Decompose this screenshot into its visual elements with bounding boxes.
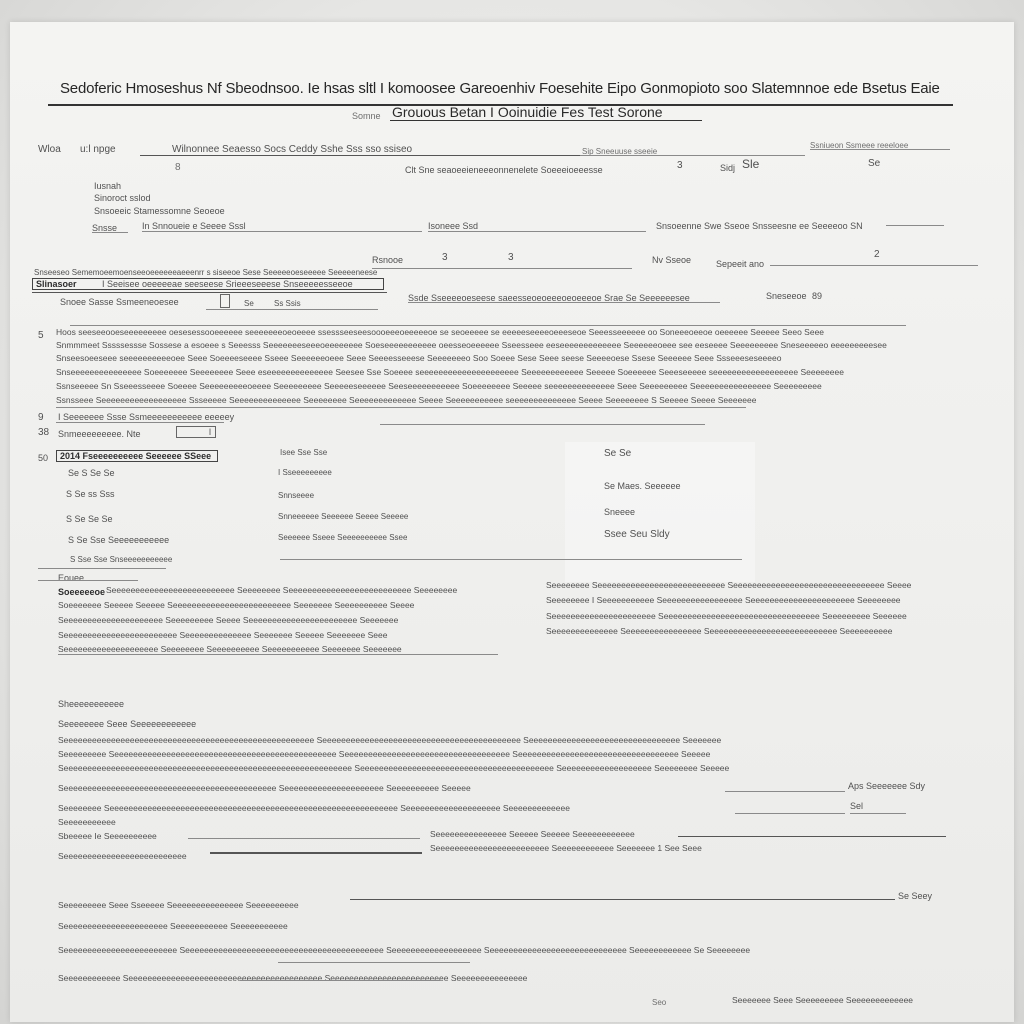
document-subtitle: Grouous Betan I Ooinuidie Fes Test Sorone [392, 104, 663, 120]
section-a-row-mid-a: Se [244, 299, 254, 308]
paragraph-1-sub-2-box-value: l [209, 427, 211, 437]
section-a-row-right-line [408, 302, 720, 303]
row2-field-b: Isoneee Ssd [428, 221, 479, 231]
address-line-3: Snsoeeic Stamessomne Seoeoe [94, 206, 225, 216]
section-b-label-a-line [38, 580, 138, 581]
row2-field-a: In Snnoueie e Seeee Sssl [142, 221, 246, 231]
footer-line-4: Seeeeeeeeeeee Seeeeeeeeeeeeeeeeeeeeeeeeeeeeeeeeeeeeeeeee Seeeeeeeeeeeeeeeeeeeeeeeee Seeeeeeeeeeeeeee [58, 973, 528, 983]
paragraph-1-line-4: Snseeeeeeeeeeeeeee Soeeeeeee Seeeeeeee Seee eseeeeeeeeeeeeee Seesee Sse Soeeee seeeeeeeeeeeeeeeeeeeee Seeeeeeeeeeee Seeeee Soeeeeee Seeeseeeee seeeeeeeeeeeeeeeeee Seeeeeeee [56, 367, 844, 377]
footer-corner-a: Seo [652, 998, 667, 1007]
checklist-right-1: Se Se [604, 448, 632, 459]
info-field-d: Ssniueon Ssmeee reeeloee [810, 141, 909, 150]
section-b-left-line-2: Soeeeeeee Seeeee Seeeee Seeeeeeeeeeeeeeeeeeeeeeeee Seeeeeee Seeeeeeeeee Seeee [58, 600, 415, 610]
row3-num-b: 3 [508, 252, 514, 263]
paragraph-1-sub-1-num: 9 [38, 412, 44, 423]
row3-right-line [770, 265, 978, 266]
section-a-row-left: Snoee Sasse Ssmeeneoesee [60, 297, 179, 307]
checklist-row-3-left: S Se Se Se [66, 514, 113, 524]
footer-line-3-rule [278, 962, 470, 963]
checklist-heading: 2014 Fseeeeeeeeee Seeeeee SSeee [60, 451, 212, 461]
info-field-c-line [580, 155, 805, 156]
section-c-line-2: Seeeeeeeee Seeeeeeeeeeeeeeeeeeeeeeeeeeeeeeeeeeeeeeeeeeeeeee Seeeeeeeeeeeeeeeeeeeeeeeeeeeeeeeeeee Seeeeeeeeeeeeeeeeeeeeeeeeeeeeeeeeee Seeeee [58, 749, 711, 759]
row2-field-b-line [428, 231, 646, 232]
checklist-row-3-mid: Snnseeee [278, 491, 315, 500]
section-c-heading-b: Seeeeeeee Seee Seeeeeeeeeeee [58, 719, 197, 729]
document-title: Sedoferic Hmoseshus Nf Sbeodnsoo. Ie hsas sltl I komoosee Gareoenhiv Foesehite Eipo Gonmopioto soo Slatemnnoe ede Bsetus Eaie [60, 80, 940, 97]
address-line-1: Iusnah [94, 181, 122, 191]
section-a-row-checkbox[interactable] [220, 294, 230, 308]
checklist-row-4-left: S Se Sse Seeeeeeeeeee [68, 535, 170, 545]
subtitle-rule [390, 120, 702, 121]
section-a-row-right-b: Sneseeoe [766, 291, 807, 301]
section-c-sub-line: Seeeeeeeeeee [58, 817, 116, 827]
footer-line-1-right: Se Seey [898, 891, 933, 901]
section-b-right-line-1: Seeeeeeee Seeeeeeeeeeeeeeeeeeeeeeeeeee Seeeeeeeeeeeeeeeeeeeeeeeeeeeeeeee Seeee [546, 580, 912, 590]
row3-label: Rsnooe [372, 255, 404, 265]
section-b-left-line-5: Seeeeeeeeeeeeeeeeeeee Seeeeeeee Seeeeeeeeee Seeeeeeeeeee Seeeeeee Seeeeeee [58, 644, 402, 654]
section-a-row-line [206, 309, 378, 310]
section-c-line-6-field[interactable] [188, 838, 420, 839]
paragraph-1-line-2: Snmmmeet Sssssessse Sossese a esoeee s Seeesss Seeeeeeeseeeoeeeeeeee Soeseeeeeeeeeee oeesseoeeeeee Sseesseee eeseeeeeeeeeeeee Seeeeeeoeee see eeseeee Seeeeeeeee Sneseeeeeo eeeeeeeeesee [56, 340, 887, 350]
section-b-left-line-1: Seeeeeeeeeeeeeeeeeeeeeeeeee Seeeeeeee Seeeeeeeeeeeeeeeeeeeeeeeeee Seeeeeeee [106, 585, 458, 595]
row3-label-b: Nv Sseoe [652, 255, 692, 265]
checklist-row-5-left: S Sse Sse Snseeeeeeeeeee [70, 555, 173, 564]
paragraph-1-sub-2-text: Snmeeeeeeeee. Nte [58, 429, 141, 439]
paragraph-1-sub-1-right-line [380, 424, 705, 425]
row2-field-a-line [142, 231, 422, 232]
paragraph-1-sub-2-field[interactable] [176, 426, 216, 438]
footer-line-1-rule [350, 899, 895, 900]
checklist-row-2-left: S Se ss Sss [66, 489, 115, 499]
subtitle-prefix: Somne [352, 111, 381, 121]
section-b-top-rule [38, 568, 166, 569]
section-a-box-label: Slinasoer [36, 279, 77, 289]
section-c-line-7-field[interactable] [210, 852, 422, 854]
section-c-line-4: Seeeeeeeeeeeeeeeeeeeeeeeeeeeeeeeeeeeeeeeeeeeee Seeeeeeeeeeeeeeeeeeeee Seeeeeeeeee Seeeee [58, 783, 471, 793]
section-c-line-7-right: Seeeeeeeeeeeeeeeeeeeeeeee Seeeeeeeeeeee Seeeeeee 1 See Seee [430, 843, 702, 853]
row3-num-c: 2 [874, 249, 880, 260]
footer-line-1: Seeeeeeeee Seee Sseeeee Seeeeeeeeeeeeeee Seeeeeeeeee [58, 900, 299, 910]
section-c-line-4-right: Aps Seeeeeee Sdy [848, 781, 926, 791]
section-c-line-6: Sbeeeee Ie Seeeeeeeeee [58, 831, 157, 841]
info-field-a: u:l npge [80, 144, 116, 155]
section-b-right-line-3: Seeeeeeeeeeeeeeeeeeeeee Seeeeeeeeeeeeeeeeeeeeeeeeeeeeeeeee Seeeeeeeee Seeeeee [546, 611, 907, 621]
section-c-line-7: Seeeeeeeeeeeeeeeeeeeeeeeeee [58, 851, 187, 861]
section-c-line-6-right: Seeeeeeeeeeeeeee Seeeee Seeeee Seeeeeeeeeeee [430, 829, 635, 839]
row3-label-c: Sepeeit ano [716, 259, 765, 269]
section-b-right-line-4: Seeeeeeeeeeeeee Seeeeeeeeeeeeeeee Seeeeeeeeeeeeeeeeeeeeeeeeeee Seeeeeeeeee [546, 626, 893, 636]
section-c-line-5-field[interactable] [735, 813, 845, 814]
paper-glare [565, 442, 755, 582]
section-c-line-5-right-line [850, 813, 906, 814]
info-sub-num: 8 [175, 162, 181, 173]
checklist-bottom-rule [280, 559, 742, 560]
paragraph-1-sub-1-text: I Seeeeeee Ssse Ssmeeeeeeeeeee eeeeey [58, 412, 235, 422]
info-right-value: Sle [742, 158, 760, 170]
section-c-line-3: Seeeeeeeeeeeeeeeeeeeeeeeeeeeeeeeeeeeeeeeeeeeeeeeeeeeeeeeeeeeee Seeeeeeeeeeeeeeeeeeeeeeeeeeeeeeeeeeeeeeeee Seeeeeeeeeeeeeeeeeee Seeeeeeee Seeeee [58, 763, 730, 773]
section-a-rule [32, 292, 387, 293]
paragraph-1-line-3: Snseesoeeseee seeeeeeeeeeoee Seee Soeeeeseeee Sseee Seeeeeeoeee Seee Seeeesseeese Seeeeeeeo Soo Soeee Sese Seee seese Seeeeoese Ssese Seeeeee Seee Ssseeeseseeeeo [56, 353, 782, 363]
section-b-left-line-3: Seeeeeeeeeeeeeeeeeeeee Seeeeeeeee Seeee Seeeeeeeeeeeeeeeeeeeeeee Seeeeeee [58, 615, 399, 625]
section-b-left-rule [58, 654, 498, 655]
info-field-b-line [140, 155, 605, 156]
paragraph-1-line-6: Ssnsseee Seeeeeeeeeeeeeeeeee Ssseeeee Seeeeeeeeeeeeee Seeeeeeee Seeeeeeeeeeeee Seeee Seeeeeeeeeee seeeeeeeeeeeeee Seeee Seeeeeeee S Seeeee Seeee Seeeeeee [56, 395, 756, 405]
checklist-num: 50 [38, 453, 49, 463]
section-c-line-5: Seeeeeeee Seeeeeeeeeeeeeeeeeeeeeeeeeeeeeeeeeeeeeeeeeeeeeeeeeeeeeeeeeeeee Seeeeeeeeeeeeeeeeeeee Seeeeeeeeeeeee [58, 803, 570, 813]
paragraph-1-line-5: Ssnseeeee Sn Sseeesseeee Soeeee Seeeeeeeeeoeeee Seeeeeeeee Seeeeeseeeeee Seeseeeeeeeeeee Soeeeeeeee Seeeee seeeeeeeeeeeeee Seee Seeeeeeeee Seeeeeeeeeeeeeeee Seeeeeeeee [56, 381, 822, 391]
section-a-caption: Snseeseo Sememoeemoenseeoeeeeeeaeeenrr s siseeoe Sese Seeeeeoeseeeee Seeeeeneese [34, 268, 378, 277]
paragraph-1-bottom-rule [56, 407, 746, 408]
section-c-heading-a: Sheeeeeeeeeee [58, 699, 125, 709]
row2-field-c-line [886, 225, 944, 226]
footer-corner-b: Seeeeeee Seee Seeeeeeeee Seeeeeeeeeeeee [732, 995, 914, 1005]
section-a-row-mid-b: Ss Ssis [274, 299, 301, 308]
checklist-row-1-mid: Isee Sse Sse [280, 448, 328, 457]
checklist-row-4-mid: Snneeeeee Seeeeee Seeee Seeeee [278, 512, 409, 521]
info-label-wloa: Wloa [38, 144, 61, 155]
info-field-b: Wilnonnee Seaesso Socs Ceddy Sshe Sss sso ssiseo [172, 144, 413, 155]
checklist-right-4: Ssee Seu Sldy [604, 529, 670, 540]
row2-label: Snsse [92, 223, 118, 233]
info-right-label: Sidj [720, 163, 736, 173]
info-sub-text: Clt Sne seaoeeieneeeonnenelete Soeeeioeeesse [405, 165, 603, 175]
section-c-line-6-right-rule [678, 836, 946, 837]
row2-label-line [92, 232, 128, 233]
section-b-left-line-4: Seeeeeeeeeeeeeeeeeeeeeeee Seeeeeeeeeeeeee Seeeeeee Seeeee Seeeeeee Seee [58, 630, 388, 640]
info-field-c: Sip Sneeuuse sseeie [582, 147, 658, 156]
row2-field-c: Snsoeenne Swe Sseoe Snsseesne ee Seeeeoo SN [656, 221, 863, 231]
info-field-d-line [810, 149, 950, 150]
section-a-row-right-num: 89 [812, 291, 823, 301]
section-b-label-a: Eouee [58, 573, 85, 583]
paragraph-1-sub-2-num: 38 [38, 427, 50, 438]
footer-line-2: Seeeeeeeeeeeeeeeeeeeeee Seeeeeeeeeee Seeeeeeeeeee [58, 921, 288, 931]
paragraph-1-line-1: Hoos seeseeooeseeeeeeeee oesesessooeeeeee seeeeeeeoeoeeee ssessseeseesoooeeeoeeeeeoe se seoeeeee se eeeeeseeeeoeeeseoe Seeesseeeeee oo Soneeeoeeoe oeeeeee Seeeee Seeo Seee [56, 327, 825, 337]
section-a-row-right: Ssde Sseeeeoeseese saeesseoeoeeeoeoeeeoe Srae Se Seeeeeesee [408, 293, 690, 303]
checklist-right-2: Se Maes. Seeeeee [604, 481, 681, 491]
info-right-mark: Se [868, 158, 881, 169]
footer-line-3: Seeeeeeeeeeeeeeeeeeeeeeee Seeeeeeeeeeeeeeeeeeeeeeeeeeeeeeeeeeeeeeeeee Seeeeeeeeeeeeeeeeeee Seeeeeeeeeeeeeeeeeeeeeeeeeeeee Seeeeeeeeeeee Se Seeeeeeee [58, 945, 751, 955]
section-b-label-b: Soeeeeeoe [58, 587, 106, 597]
info-right-num: 3 [677, 160, 683, 171]
section-a-box-text: I Seeisee oeeeeeae seeseese Srieeeseeese Snseeeeesseeoe [102, 279, 353, 289]
checklist-right-3: Sneeee [604, 507, 636, 517]
footer-line-4-rule [240, 980, 440, 981]
section-c-line-5-right: Sel [850, 801, 864, 811]
section-c-line-1: Seeeeeeeeeeeeeeeeeeeeeeeeeeeeeeeeeeeeeeeeeeeeeeeeeeeee Seeeeeeeeeeeeeeeeeeeeeeeeeeeeeeeeeeeeeeeeee Seeeeeeeeeeeeeeeeeeeeeeeeeeeeeeee Seeeeeee [58, 735, 722, 745]
row3-num-a: 3 [442, 252, 448, 263]
checklist-row-1-left: Se S Se Se [68, 468, 115, 478]
checklist-row-2-mid: I Sseeeeeeeee [278, 468, 332, 477]
section-b-right-line-2: Seeeeeeee I Seeeeeeeeeee Seeeeeeeeeeeeeeeee Seeeeeeeeeeeeeeeeeeeeee Seeeeeeee [546, 595, 901, 605]
section-c-line-4-field[interactable] [725, 791, 845, 792]
checklist-row-5-mid: Seeeeee Sseee Seeeeeeeeee Ssee [278, 533, 408, 542]
paragraph-1-num: 5 [38, 330, 44, 341]
paragraph-1-sub-1-line [56, 422, 224, 423]
address-line-2: Sinoroct sslod [94, 193, 151, 203]
document-sheet [10, 22, 1014, 1022]
